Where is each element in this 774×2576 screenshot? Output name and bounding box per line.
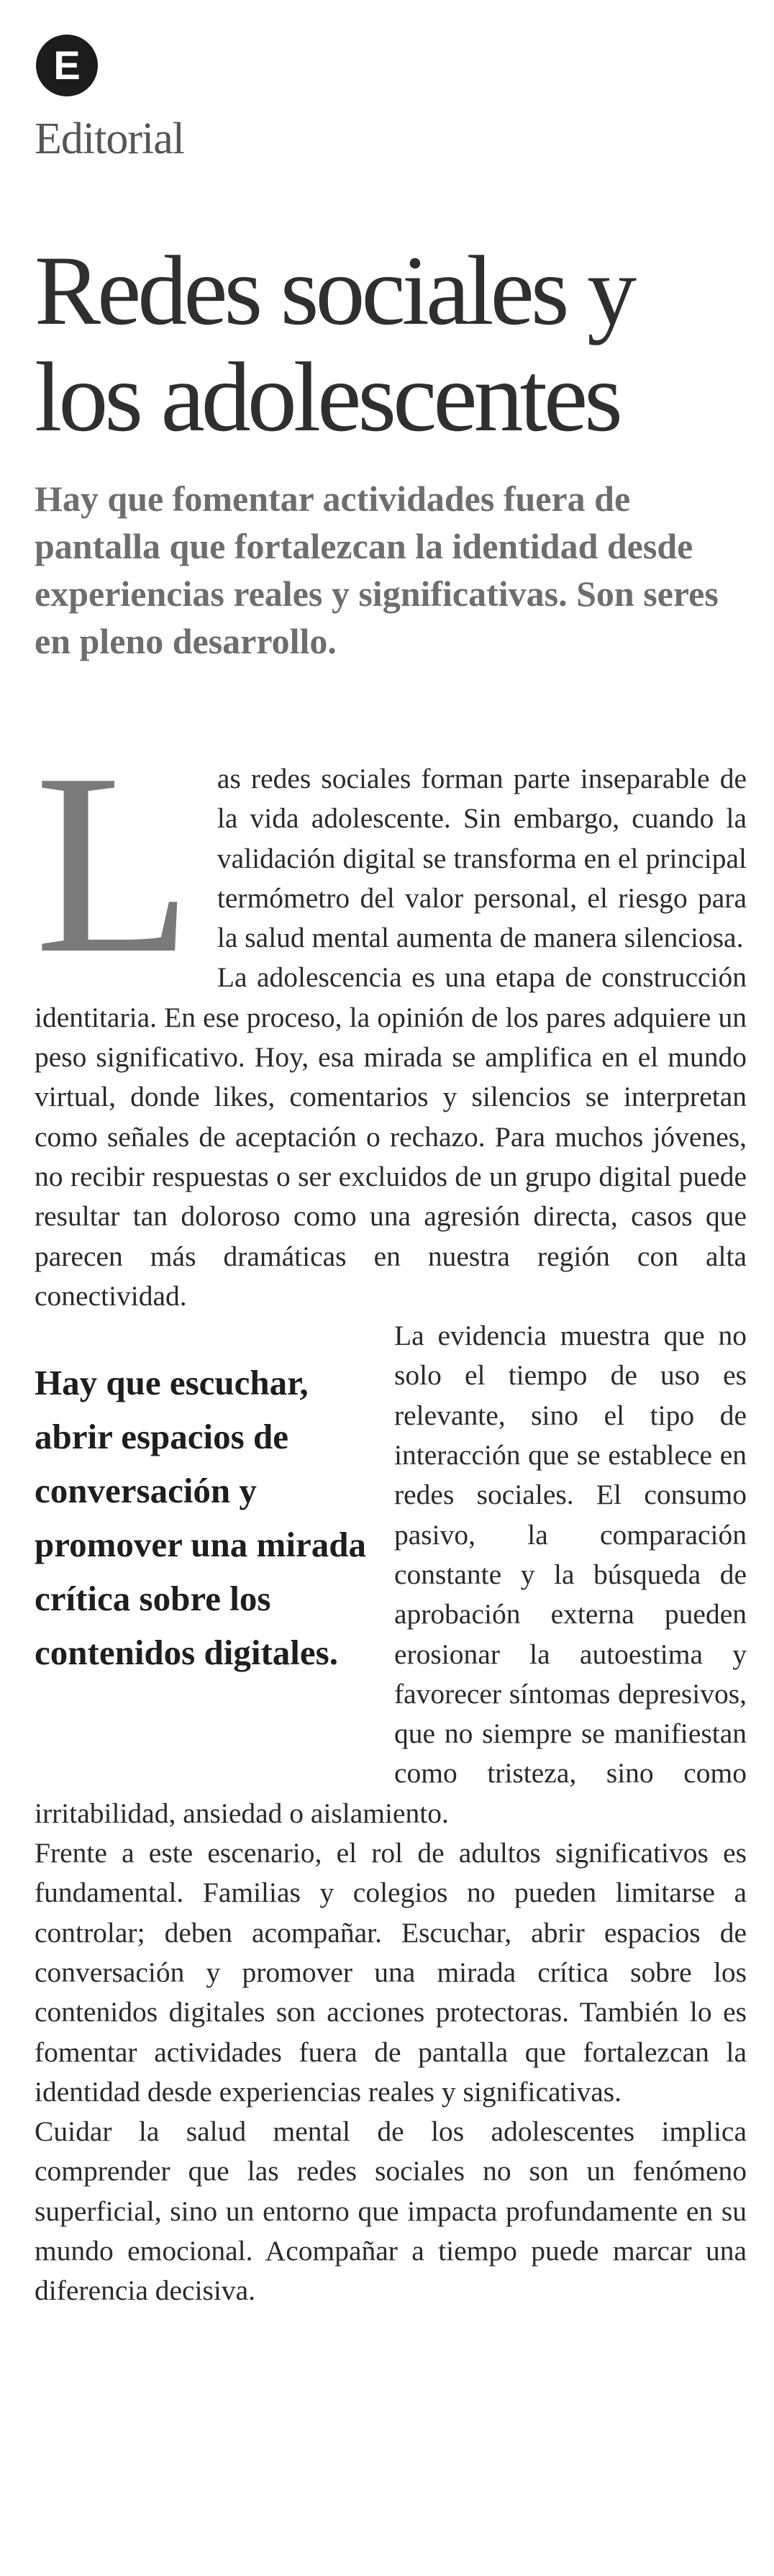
paragraph-5: Cuidar la salud mental de los adolescentes implica comprender que las redes sociales no son un fenómeno superficial, sino un entorno que impacta profundamente en su mundo emocional. Acompañar a tiempo puede marcar una diferencia decisiva. <box>35 2115 747 2307</box>
paragraph-1-text: as redes sociales forman parte inseparable de la vida adolescente. Sin embargo, cuando la validación digital se transforma en el principal termómetro del valor personal, el riesgo para la salud mental aumenta de manera silenciosa. <box>217 763 747 954</box>
paragraph-2: La adolescencia es una etapa de construcción identitaria. En ese proceso, la opinión de los pares adquiere un peso significativo. Hoy, esa mirada se amplifica en el mundo virtual, donde likes, comentarios y silencios se interpretan como señales de aceptación o rechazo. Para muchos jóvenes, no recibir respuestas o ser excluidos de un grupo digital puede resultar tan doloroso como una agresión directa, casos que parecen más dramáticas en nuestra región con alta conectividad. <box>35 961 747 1312</box>
deck: Hay que fomentar actividades fuera de pantalla que fortalezcan la identidad desde experiencias reales y significativas. Son seres en pleno desarrollo. <box>35 479 719 661</box>
paragraph-1 <box>35 720 747 1007</box>
drop-cap: L <box>35 720 193 1007</box>
paragraph-3-text: La evidencia muestra que no solo el tiempo de uso es relevante, sino el tipo de interacción que se establece en redes sociales. El consumo pasivo, la comparación constante y la búsqueda de aprobación externa pueden erosionar la autoestima y favorecer síntomas depresivos, que no siempre se manifiestan como tristeza, sino como irritabilidad, ansiedad o aislamiento. <box>35 1320 747 1829</box>
headline: Redes sociales y los adolescentes <box>35 235 634 452</box>
section-badge: E <box>36 35 98 96</box>
section-name: Editorial <box>35 114 184 163</box>
paragraph-4: Frente a este escenario, el rol de adultos significativos es fundamental. Familias y colegios no pueden limitarse a controlar; deben acompañar. Escuchar, abrir espacios de conversación y promover una mirada crítica sobre los contenidos digitales son acciones protectoras. También lo es fomentar actividades fuera de pantalla que fortalezcan la identidad desde experiencias reales y significativas. <box>35 1837 747 2108</box>
paragraph-3 <box>35 1316 747 1833</box>
article-body <box>35 720 747 2311</box>
pull-quote: Hay que escuchar, abrir espacios de conversación y promover una mirada crítica sobre los contenidos digitales. <box>35 1363 366 1673</box>
